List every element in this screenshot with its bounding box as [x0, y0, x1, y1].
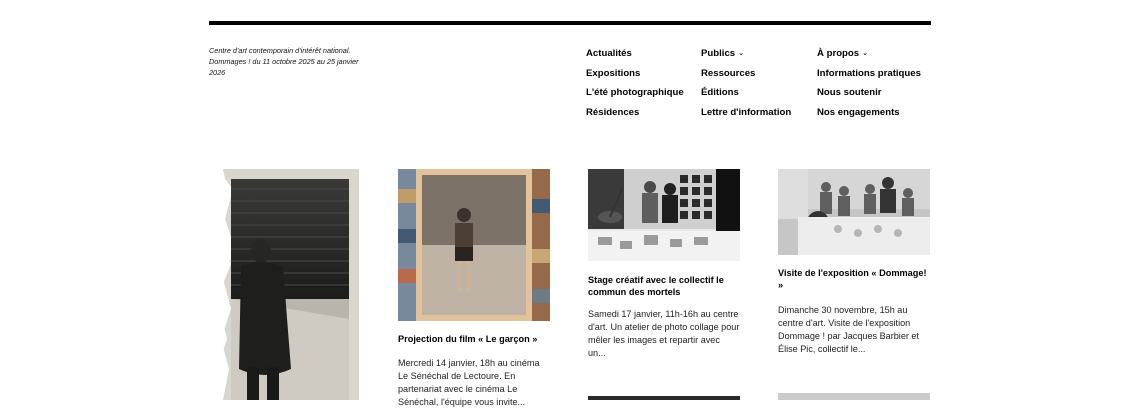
card-image-dinner-group[interactable] [778, 169, 930, 255]
chevron-down-icon: ⌄ [738, 50, 744, 57]
tagline-line: Centre d'art contemporain d'intérêt national. [209, 46, 351, 55]
nav-item-residences[interactable]: Résidences [586, 106, 640, 118]
event-card-title[interactable]: Visite de l'exposition « Dommage! » [778, 268, 927, 290]
site-tagline [209, 45, 369, 78]
nav-item-editions[interactable]: Éditions [701, 87, 739, 98]
nav-item-ete-photographique[interactable]: L'été photographique [586, 87, 684, 98]
nav-column-1 [586, 48, 684, 126]
nav-item-ressources[interactable]: Ressources [701, 67, 756, 79]
event-card[interactable] [398, 333, 550, 409]
nav-dropdown-label: À propos [817, 48, 860, 59]
card-image-man-doorway[interactable] [209, 169, 361, 400]
card-image-next-row[interactable] [778, 393, 930, 400]
nav-item-nous-soutenir[interactable]: Nous soutenir [817, 87, 882, 98]
event-card-text: Samedi 17 janvier, 11h-16h au centre d'art. Un atelier de photo collage pour mêler les images et repartir avec un... [588, 309, 740, 358]
header-rule [209, 21, 931, 25]
event-card[interactable] [588, 274, 740, 360]
nav-dropdown-publics[interactable] [701, 48, 791, 68]
event-card-title[interactable]: Stage créatif avec le collectif le commun des mortels [588, 275, 724, 297]
event-card-text: Mercredi 14 janvier, 18h au cinéma Le Sénéchal de Lectoure. En partenariat avec le cinéma Le Sénéchal, l'équipe vous invite... [398, 358, 540, 407]
event-card-text: Dimanche 30 novembre, 15h au centre d'art. Visite de l'exposition Dommage ! par Jacques Barbier et Élise Pic, collectif le... [778, 305, 920, 354]
nav-item-lettre-information[interactable]: Lettre d'information [701, 106, 792, 118]
chevron-down-icon: ⌄ [862, 50, 868, 57]
nav-item-nos-engagements[interactable]: Nos engagements [817, 106, 900, 118]
nav-item-expositions[interactable]: Expositions [586, 67, 641, 79]
card-image-studio[interactable] [588, 169, 740, 261]
event-card-title[interactable]: Projection du film « Le garçon » [398, 334, 538, 344]
event-card[interactable] [778, 267, 930, 356]
card-image-boy-photo[interactable] [398, 169, 550, 321]
nav-column-2 [701, 48, 791, 126]
tagline-line: 2026 [209, 68, 226, 77]
tagline-line: Dommages ! du 11 octobre 2025 au 25 janvier [209, 57, 359, 66]
nav-dropdown-label: Publics [701, 48, 736, 59]
card-image-next-row[interactable] [588, 396, 740, 400]
nav-column-3 [817, 48, 921, 126]
nav-item-actualites[interactable]: Actualités [586, 48, 632, 59]
nav-dropdown-a-propos[interactable] [817, 48, 921, 68]
nav-item-informations-pratiques[interactable]: Informations pratiques [817, 67, 921, 79]
